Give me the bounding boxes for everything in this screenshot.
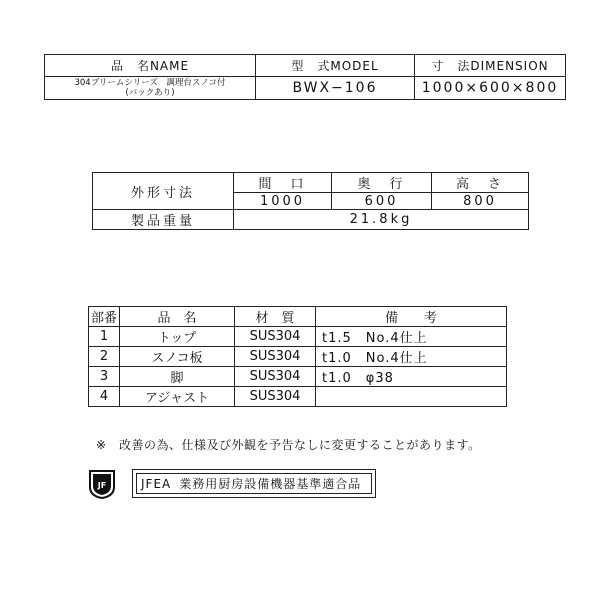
part-note bbox=[316, 387, 507, 407]
notice-text: ※ 改善の為、仕様及び外観を予告なしに変更することがあります。 bbox=[96, 438, 481, 452]
product-name-line2: (バックあり) bbox=[125, 88, 175, 98]
part-name-header: 品 名 bbox=[120, 307, 235, 327]
weight-value: 21.8kg bbox=[234, 210, 529, 230]
part-no: 4 bbox=[89, 387, 120, 407]
width-header: 間 口 bbox=[234, 173, 332, 193]
height-header: 高 さ bbox=[432, 173, 529, 193]
note-header: 備 考 bbox=[316, 307, 507, 327]
width-value: 1000 bbox=[234, 193, 332, 210]
part-material: SUS304 bbox=[235, 367, 316, 387]
dimension-header: 寸 法DIMENSION bbox=[415, 55, 566, 77]
part-material: SUS304 bbox=[235, 387, 316, 407]
dimension-value: 1000×600×800 bbox=[415, 77, 566, 100]
part-material: SUS304 bbox=[235, 347, 316, 367]
table-row bbox=[89, 347, 507, 367]
certification-text: 業務用厨房設備機器基準適合品 bbox=[179, 477, 362, 491]
part-name: スノコ板 bbox=[120, 347, 235, 367]
depth-header: 奥 行 bbox=[332, 173, 432, 193]
dimensions-table bbox=[92, 172, 529, 230]
part-name: アジャスト bbox=[120, 387, 235, 407]
spec-table bbox=[44, 54, 566, 100]
material-header: 材 質 bbox=[235, 307, 316, 327]
table-row bbox=[89, 327, 507, 347]
part-no: 3 bbox=[89, 367, 120, 387]
product-name-cell bbox=[45, 77, 256, 100]
part-no: 1 bbox=[89, 327, 120, 347]
parts-table bbox=[88, 306, 507, 407]
part-note: t1.0 φ38 bbox=[316, 367, 507, 387]
height-value: 800 bbox=[432, 193, 529, 210]
jfea-mark-icon bbox=[88, 467, 116, 499]
outer-dims-label: 外形寸法 bbox=[93, 173, 234, 210]
model-value: BWX−106 bbox=[256, 77, 415, 100]
table-row bbox=[89, 387, 507, 407]
part-name: 脚 bbox=[120, 367, 235, 387]
certification-org: JFEA bbox=[141, 476, 172, 491]
svg-text:JF: JF bbox=[97, 481, 107, 490]
table-row bbox=[89, 367, 507, 387]
weight-label: 製品重量 bbox=[93, 210, 234, 230]
name-header: 品 名NAME bbox=[45, 55, 256, 77]
certification-badge bbox=[132, 469, 376, 498]
part-material: SUS304 bbox=[235, 327, 316, 347]
part-name: トップ bbox=[120, 327, 235, 347]
part-no: 2 bbox=[89, 347, 120, 367]
part-no-header: 部番 bbox=[89, 307, 120, 327]
certification-inner bbox=[136, 473, 372, 494]
part-note: t1.0 No.4仕上 bbox=[316, 347, 507, 367]
product-name-line1: 304ブリームシリーズ 調理台スノコ付 bbox=[74, 78, 226, 88]
depth-value: 600 bbox=[332, 193, 432, 210]
model-header: 型 式MODEL bbox=[256, 55, 415, 77]
part-note: t1.5 No.4仕上 bbox=[316, 327, 507, 347]
